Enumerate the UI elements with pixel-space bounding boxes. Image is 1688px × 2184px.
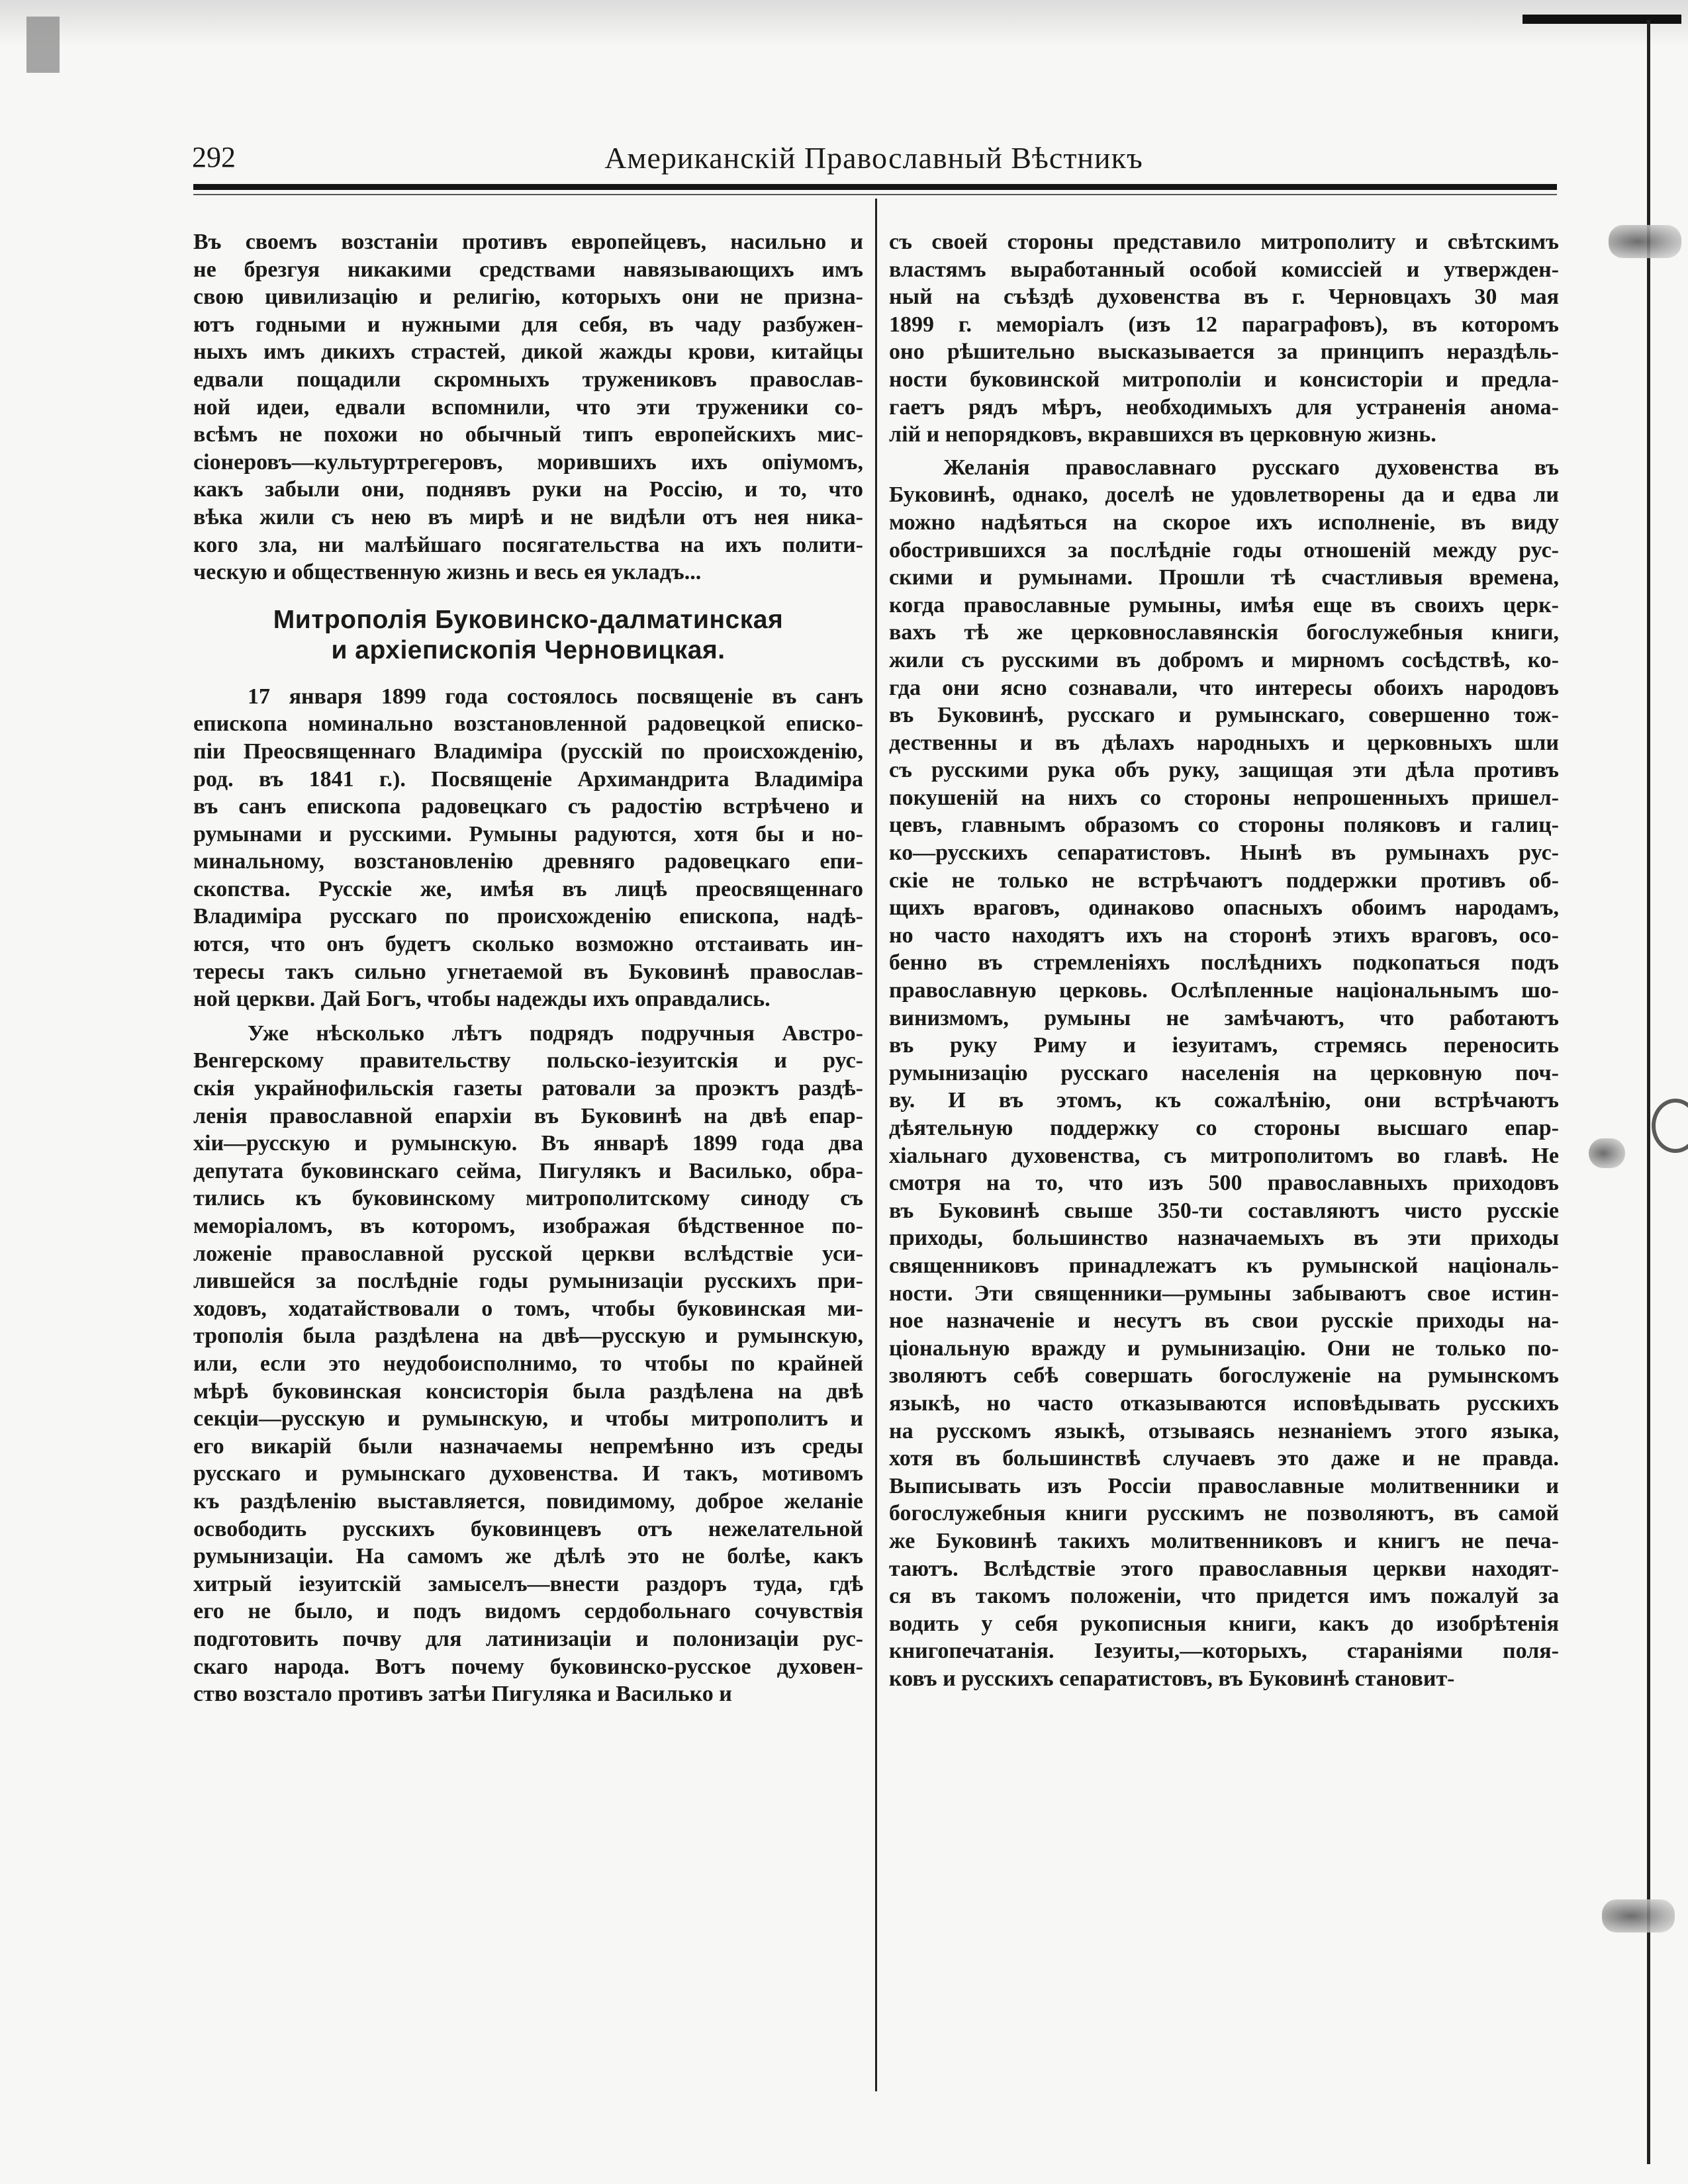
text-line: не брезгуя никакими средствами навязывающихъ имъ <box>193 257 863 282</box>
text-line: въ Буковинѣ свыше 350-ти составляютъ чисто русскіе <box>889 1198 1559 1223</box>
text-line: хитрый іезуитскій замыселъ—внести раздоръ туда, гдѣ <box>193 1571 863 1596</box>
text-line: водить у себя рукописныя книги, какъ до изобрѣтенія <box>889 1611 1559 1636</box>
text-line: подготовить почву для латинизаціи и полонизаціи рус- <box>193 1626 863 1651</box>
text-line: ся въ такомъ положеніи, что придется имъ пожалуй за <box>889 1584 1559 1609</box>
text-line: ложеніе православной русской церкви вслѣдствіе уси- <box>193 1241 863 1266</box>
text-line: депутата буковинскаго сейма, Пигулякъ и Василько, обра- <box>193 1158 863 1183</box>
text-line: ныхъ имъ дикихъ страстей, дикой жажды крови, китайцы <box>193 340 863 365</box>
text-line: когда православные румыны, имѣя еще въ своихъ церк- <box>889 592 1559 617</box>
text-line: Буковинѣ, однако, доселѣ не удовлетворены да и едва ли <box>889 482 1559 508</box>
text-line: ко—русскихъ сепаратистовъ. Нынѣ въ румынахъ рус- <box>889 841 1559 866</box>
text-line: къ раздѣленію выставляется, повидимому, доброе желаніе <box>193 1488 863 1514</box>
text-line: ство возстало противъ затѣи Пигуляка и Василько и <box>193 1682 732 1707</box>
text-line: вахъ тѣ же церковнославянскія богослужебныя книги, <box>889 620 1559 645</box>
text-line: род. въ 1841 г.). Посвященіе Архимандрита Владиміра <box>193 766 863 792</box>
left-column <box>193 228 863 1708</box>
page-number: 292 <box>192 141 236 173</box>
text-line: минальному, возстановленію древняго радовецкаго епи- <box>193 849 863 874</box>
text-line: бенно въ стремленіяхъ послѣднихъ подкопаться подъ <box>889 950 1559 976</box>
text-line: на русскомъ языкѣ, отзываясь незнаніемъ этого языка, <box>889 1418 1559 1443</box>
heading-line: и архіепископія Черновицкая. <box>331 635 726 664</box>
text-line: секціи—русскую и румынскую, и чтобы митрополитъ и <box>193 1406 863 1432</box>
text-line: въ санъ епископа радовецкаго съ радостію встрѣчено и <box>193 794 863 819</box>
text-line: же Буковинѣ такихъ молитвенниковъ и книгъ не печа- <box>889 1528 1559 1553</box>
text-line: 17 января 1899 года состоялось посвященіе въ санъ <box>248 684 863 709</box>
text-line: ческую и общественную жизнь и весь ея укладъ... <box>193 560 702 585</box>
text-line: ковъ и русскихъ сепаратистовъ, въ Буковинѣ становит- <box>889 1666 1455 1691</box>
text-line: хотя въ большинствѣ случаевъ это даже и не правда. <box>889 1446 1559 1471</box>
text-line: скопства. Русскіе же, имѣя въ лицѣ преосвященнаго <box>193 876 863 901</box>
text-line: лій и непорядковъ, вкравшихся въ церковную жизнь. <box>889 422 1436 447</box>
text-line: скія украйнофильскія газеты ратовали за проэктъ раздѣ- <box>193 1076 863 1101</box>
text-line: ный на съѣздѣ духовенства въ г. Черновцахъ 30 мая <box>889 285 1559 310</box>
header-rule-thin <box>193 194 1557 195</box>
text-line: ности буковинской митрополіи и консисторіи и предла- <box>889 367 1559 392</box>
text-line: но часто находятъ ихъ на сторонѣ этихъ враговъ, осо- <box>889 923 1559 948</box>
right-column <box>889 228 1559 1692</box>
text-line: вѣка жили съ нею въ мирѣ и не видѣли отъ нея ника- <box>193 504 863 529</box>
paragraph <box>889 454 1559 1693</box>
text-line: кого зла, ни малѣйшаго посягательства на ихъ полити- <box>193 532 863 557</box>
journal-title: Американскій Православный Вѣстникъ <box>604 141 1143 175</box>
text-line: таютъ. Вслѣдствіе этого православныя церкви находят- <box>889 1556 1559 1581</box>
scan-top-shadow <box>0 0 1688 46</box>
text-line: меморіаломъ, въ которомъ, изображая бѣдственное по- <box>193 1214 863 1238</box>
text-line: ной церкви. Дай Богъ, чтобы надежды ихъ оправдались. <box>193 987 771 1012</box>
text-line: сіонеровъ—культуртрегеровъ, морившихъ ихъ опіумомъ, <box>193 449 863 475</box>
text-line: православную церковь. Ослѣпленные національнымъ шо- <box>889 978 1559 1003</box>
text-line: обострившихся за послѣдніе годы отношеній между рус- <box>889 537 1559 563</box>
text-line: хіальнаго духовенства, съ митрополитомъ во главѣ. Не <box>889 1143 1559 1168</box>
page-header <box>192 140 1556 180</box>
scan-corner-mark <box>26 17 60 73</box>
text-line: священниковъ принадлежатъ къ румынской національ- <box>889 1253 1559 1278</box>
text-line: жили съ русскими въ добромъ и мирномъ сосѣдствѣ, ко- <box>889 647 1559 672</box>
text-line: съ русскими рука объ руку, защищая эти дѣла противъ <box>889 758 1559 783</box>
text-line: ное назначеніе и несутъ въ свои русскіе приходы на- <box>889 1308 1559 1334</box>
text-line: Желанія православнаго русскаго духовенства въ <box>943 455 1559 480</box>
text-line: въ Буковинѣ, русскаго и румынскаго, совершенно тож- <box>889 703 1559 728</box>
text-line: освободить русскихъ буковинцевъ отъ нежелательной <box>193 1516 863 1541</box>
binding-rule <box>1523 15 1681 24</box>
binder-clip-icon <box>1602 1899 1675 1933</box>
text-line: піи Преосвященнаго Владиміра (русскій по происхожденію, <box>193 739 863 764</box>
text-line: приходы, большинство назначаемыхъ въ эти приходы <box>889 1226 1559 1251</box>
text-line: ву. И въ этомъ, къ сожалѣнію, они встрѣчаютъ <box>889 1088 1559 1113</box>
text-line: ціональную вражду и румынизацію. Они не только по- <box>889 1336 1559 1361</box>
text-line: Уже нѣсколько лѣтъ подрядъ подручныя Австро- <box>248 1021 863 1046</box>
text-line: епископа номинально возстановленной радовецкой еписко- <box>193 711 863 737</box>
text-line: щихъ враговъ, одинаково опасныхъ обоимъ народамъ, <box>889 895 1559 921</box>
text-line: румынизаціи. На самомъ же дѣлѣ это не болѣе, какъ <box>193 1544 863 1569</box>
text-line: винизмомъ, румыны не замѣчаютъ, что работаютъ <box>889 1005 1559 1030</box>
text-line: тились къ буковинскому митрополитскому синоду съ <box>193 1186 863 1211</box>
text-line: Въ своемъ возстаніи противъ европейцевъ, насильно и <box>193 230 863 254</box>
text-line: Владиміра русскаго по происхожденію епископа, надѣ- <box>193 904 863 929</box>
text-line: ются, что онъ будетъ сколько возможно отстаивать ин- <box>193 932 863 957</box>
text-line: дественны и въ дѣлахъ народныхъ и церковныхъ шли <box>889 730 1559 755</box>
text-line: Венгерскому правительству польско-іезуитскія и рус- <box>193 1048 863 1073</box>
text-line: хіи—русскую и румынскую. Въ январѣ 1899 года два <box>193 1131 863 1156</box>
binder-ring-icon <box>1652 1099 1688 1153</box>
text-line: ленія православной епархіи въ Буковинѣ на двѣ епар- <box>193 1103 863 1128</box>
text-line: румынизацію русскаго населенія на церковную поч- <box>889 1060 1559 1085</box>
text-line: въ руку Риму и іезуитамъ, стремясь переносить <box>889 1033 1559 1058</box>
text-line: гаетъ рядъ мѣръ, необходимыхъ для устраненія анома- <box>889 394 1559 420</box>
text-line: смотря на то, что изъ 500 православныхъ приходовъ <box>889 1171 1559 1196</box>
text-line: ютъ годными и нужными для себя, въ чаду разбужен- <box>193 312 863 337</box>
text-line: всѣмъ не похожи но обычный типъ европейскихъ мис- <box>193 422 863 447</box>
text-line: его не было, и подъ видомъ сердобольнаго сочувствія <box>193 1599 863 1624</box>
binder-ring-icon <box>1589 1138 1625 1168</box>
text-line: мѣрѣ буковинская консисторія была раздѣлена на двѣ <box>193 1379 863 1404</box>
paragraph <box>193 683 863 1013</box>
paragraph <box>193 1020 863 1708</box>
binding-edge-line <box>1647 20 1650 2164</box>
text-line: свою цивилизацію и религію, которыхъ они не призна- <box>193 285 863 310</box>
text-line: оно рѣшительно высказывается за принципъ нераздѣль- <box>889 340 1559 365</box>
heading-line: Митрополія Буковинско-далматинская <box>273 605 784 634</box>
text-line: ной идеи, едвали вспомнили, что эти труженики со- <box>193 394 863 420</box>
section-heading <box>193 605 863 666</box>
text-line: 1899 г. меморіалъ (изъ 12 параграфовъ), въ которомъ <box>889 312 1559 337</box>
text-line: русскаго и румынскаго духовенства. И такъ, мотивомъ <box>193 1461 863 1486</box>
text-line: скіе не только не встрѣчаютъ поддержки противъ об- <box>889 868 1559 893</box>
text-line: ности. Эти священники—румыны забываютъ свое истин- <box>889 1281 1559 1306</box>
text-line: едвали пощадили скромныхъ тружениковъ православ- <box>193 367 863 392</box>
text-line: скаго народа. Вотъ почему буковинско-русское духовен- <box>193 1654 863 1679</box>
text-line: можно надѣяться на скорое ихъ исполненіе, въ виду <box>889 510 1559 535</box>
text-line: богослужебныя книги русскимъ не позволяютъ, въ самой <box>889 1501 1559 1526</box>
text-line: скими и румынами. Прошли тѣ счастливыя времена, <box>889 565 1559 590</box>
text-line: лившейся за послѣдніе годы румынизаціи русскихъ при- <box>193 1269 863 1294</box>
text-line: съ своей стороны представило митрополиту и свѣтскимъ <box>889 230 1559 254</box>
text-line: цевъ, главнымъ образомъ со стороны поляковъ и галиц- <box>889 813 1559 838</box>
column-divider <box>875 199 877 2091</box>
text-line: тересы такъ сильно угнетаемой въ Буковинѣ православ- <box>193 959 863 984</box>
text-line: гда они ясно сознавали, что интересы обоихъ народовъ <box>889 675 1559 700</box>
text-line: дѣятельную поддержку со стороны высшаго епар- <box>889 1116 1559 1140</box>
text-line: Выписывать изъ Россіи православные молитвенники и <box>889 1473 1559 1498</box>
text-line: трополія была раздѣлена на двѣ—русскую и румынскую, <box>193 1324 863 1349</box>
text-line: зволяютъ себѣ совершать богослуженіе на румынскомъ <box>889 1363 1559 1388</box>
text-line: языкѣ, но часто отказываются исповѣдывать русскихъ <box>889 1390 1559 1416</box>
text-line: ходовъ, ходатайствовали о томъ, чтобы буковинская ми- <box>193 1296 863 1321</box>
text-line: его викарій были назначаемы непремѣнно изъ среды <box>193 1433 863 1459</box>
text-line: властямъ выработанный особой комиссіей и утвержден- <box>889 257 1559 282</box>
text-line: какъ забыли они, поднявъ руки на Россію, и то, что <box>193 477 863 502</box>
binder-clip-icon <box>1609 225 1681 258</box>
text-line: или, если это неудобоисполнимо, то чтобы по крайней <box>193 1351 863 1376</box>
text-line: книгопечатанія. Іезуиты,—которыхъ, стараніями поля- <box>889 1639 1559 1664</box>
header-rule <box>193 184 1557 190</box>
paragraph <box>193 228 863 586</box>
text-line: румынами и русскими. Румыны радуются, хотя бы и но- <box>193 821 863 846</box>
text-line: покушеній на нихъ со стороны непрошенныхъ пришел- <box>889 785 1559 810</box>
paragraph <box>889 228 1559 449</box>
